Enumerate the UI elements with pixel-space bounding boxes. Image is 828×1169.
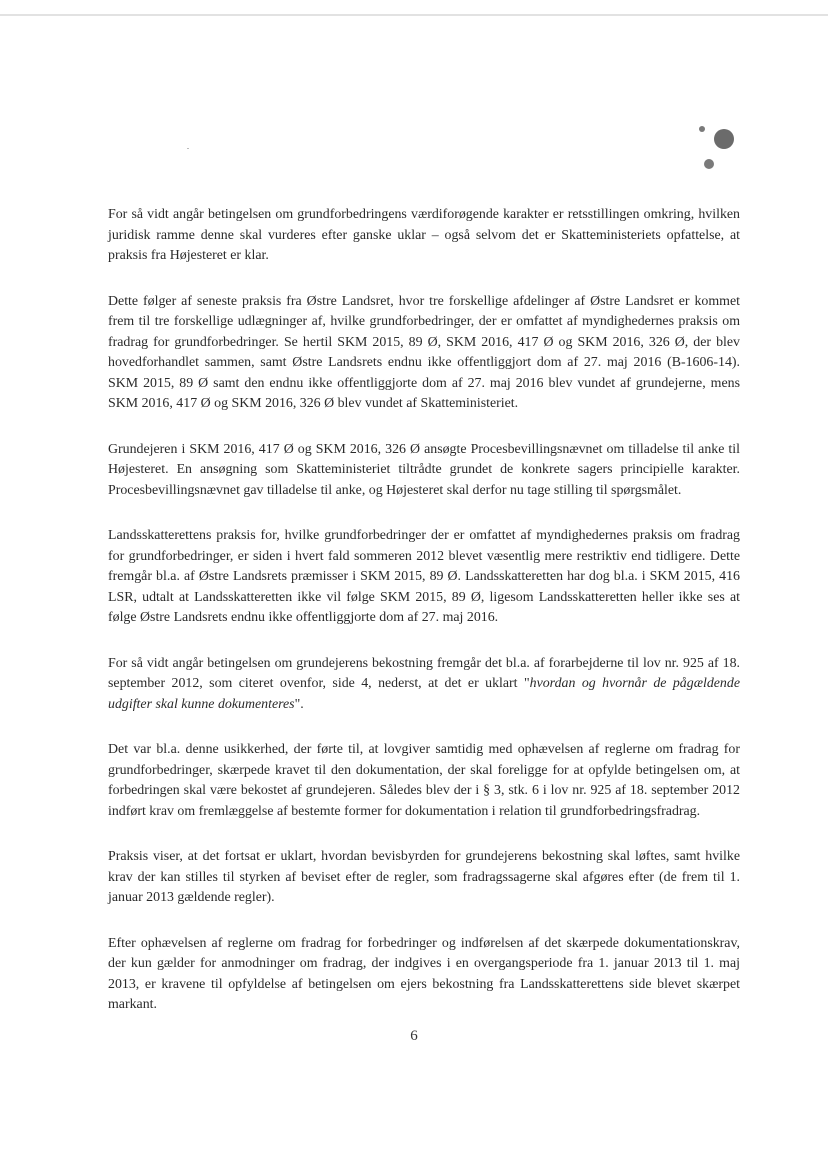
page-top-edge [0,14,828,16]
paragraph: Efter ophævelsen af reglerne om fradrag for forbedringer og indførelsen af det skærpede dokumentationskrav, der kun gælder for anmodninger om fradrag, der indgives i en overgangsperiode fra 1. januar 2013 til 1. maj 2013, er kravene til opfyldelse af betingelsen om ejers bekostning fra Landsskatterettens side blevet skærpet markant. [108,935,740,1012]
paragraph-with-quote [108,654,740,716]
paragraph: Praksis viser, at det fortsat er uklart, hvordan bevisbyrden for grundejerens bekostning skal løftes, samt hvilke krav der kan stilles til styrken af beviset efter de regler, som fradragssagerne skal afgøres efter (de frem til 1. januar 2013 gældende regler). [108,849,740,905]
paragraph: Grundejeren i SKM 2016, 417 Ø og SKM 2016, 326 Ø ansøgte Procesbevillingsnævnet om tilladelse til anke til Højesteret. En ansøgning som Skatteministeriet tiltrådte grundet de konkrete sagers principielle karakter. Procesbevillingsnævnet gav tilladelse til anke, og Højesteret skal derfor nu tage stilling til spørgsmålet. [108,441,740,498]
page-number: 6 [410,1028,418,1044]
paragraph: Landsskatterettens praksis for, hvilke grundforbedringer der er omfattet af myndighedernes praksis om fradrag for grundforbedringer, er siden i hvert fald sommeren 2012 blevet væsentlig mere restriktiv end tidligere. Dette fremgår bl.a. af Østre Landsrets præmisser i SKM 2015, 89 Ø. Landsskatteretten har dog bl.a. i SKM 2015, 416 LSR, udtalt at Landsskatteretten ikke vil følge SKM 2015, 89 Ø, ligesom Landsskatteretten heller ikke ses at følge Østre Landsrets endnu ikke offentliggjorte dom af 27. maj 2016. [108,528,740,625]
paragraph-text: For så vidt angår betingelsen om grundejerens bekostning fremgår det bl.a. af forarbejderne til lov nr. 925 af 18. september 2012, som citeret ovenfor, side 4, nederst, at det er uklart " [108,655,740,691]
quote-close: ". [294,696,304,712]
dot-cluster-logo-icon [694,120,744,176]
paragraph: Det var bl.a. denne usikkerhed, der førte til, at lovgiver samtidig med ophævelsen af reglerne om fradrag for grundforbedringer, skærpede kravet til den dokumentation, der skal foreligge for at opfylde betingelsen om, at forbedringen skal være bekostet af grundejeren. Således blev der i § 3, stk. 6 i lov nr. 925 af 18. september 2012 indført krav om fremlæggelse af bestemte former for dokumentation i relation til grundforbedringsfradrag. [108,742,740,819]
scan-speck [187,148,189,149]
document-body [108,205,740,1041]
paragraph: For så vidt angår betingelsen om grundforbedringens værdiforøgende karakter er retsstillingen omkring, hvilken juridisk ramme denne skal vurderes efter ganske uklar – også selvom det er Skatteministeriets opfattelse, at praksis fra Højesteret er klar. [108,207,740,263]
quoted-italic-text: hvordan og hvornår de pågældende udgifter skal kunne dokumenteres [108,676,740,712]
paragraph: Dette følger af seneste praksis fra Østre Landsret, hvor tre forskellige afdelinger af Østre Landsret er kommet frem til tre forskellige udlægninger af, hvilke grundforbedringer, der er omfattet af myndighedernes praksis om fradrag for grundforbedringer. Se hertil SKM 2015, 89 Ø, SKM 2016, 417 Ø og SKM 2016, 326 Ø, der blev hovedforhandlet sammen, samt Østre Landsrets endnu ikke offentliggjort dom af 27. maj 2016 (B-1606-14). SKM 2015, 89 Ø samt den endnu ikke offentliggjorte dom af 27. maj 2016 blev vundet af grundejerne, mens SKM 2016, 417 Ø og SKM 2016, 326 Ø blev vundet af Skatteministeriet. [108,293,740,411]
